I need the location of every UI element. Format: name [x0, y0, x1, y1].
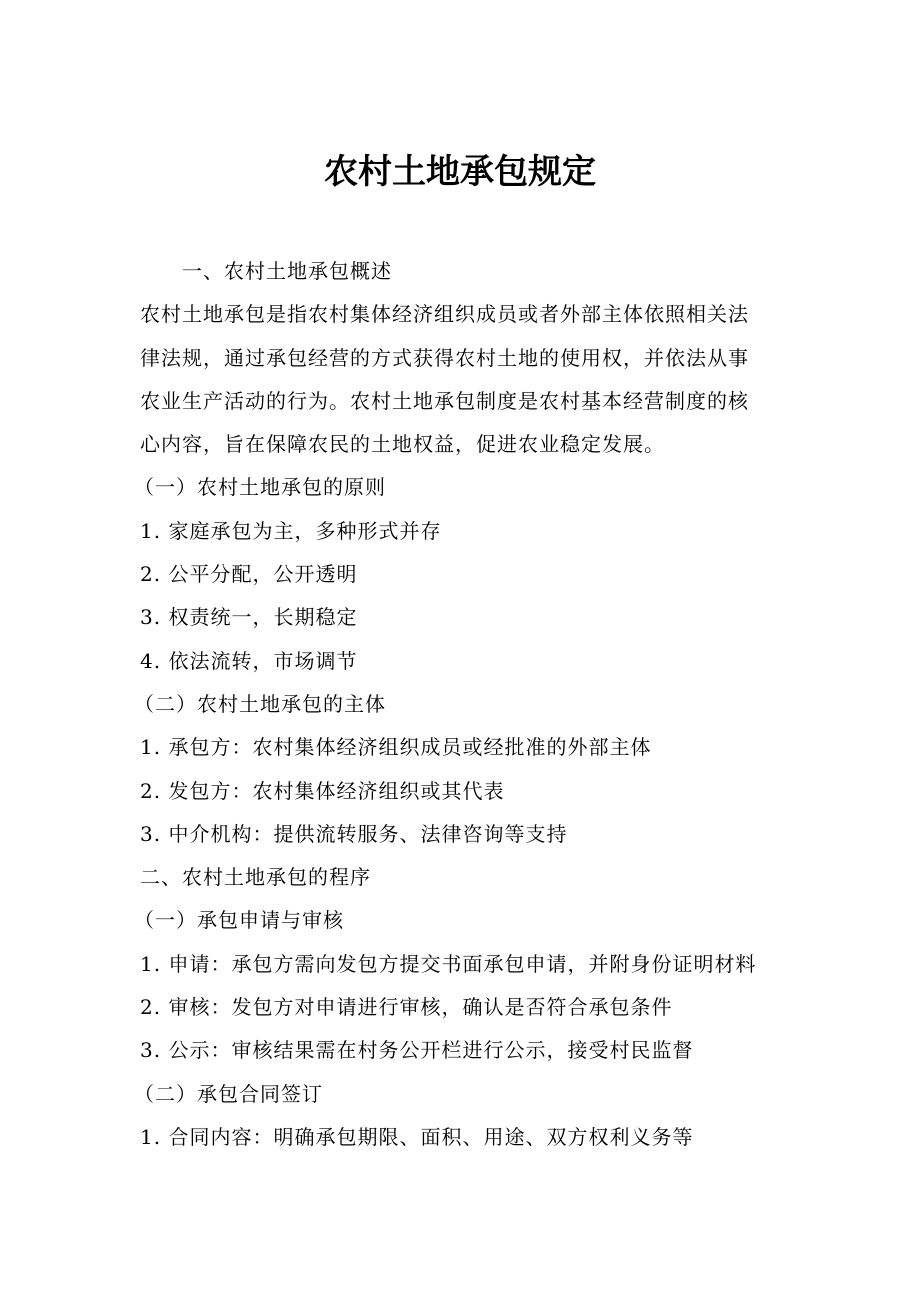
document-title: 农村土地承包规定 [324, 152, 596, 192]
list-item: 3. 公示：审核结果需在村务公开栏进行公示，接受村民监督 [140, 1038, 694, 1063]
section-heading: 一、农村土地承包概述 [182, 259, 392, 283]
paragraph-line: 农业生产活动的行为。农村土地承包制度是农村基本经营制度的核 [140, 388, 749, 413]
section-heading: 二、农村土地承包的程序 [140, 865, 371, 890]
list-item: 2. 审核：发包方对申请进行审核，确认是否符合承包条件 [140, 995, 673, 1020]
list-item: 1. 家庭承包为主，多种形式并存 [140, 518, 442, 543]
subsection-heading: （一）农村土地承包的原则 [134, 475, 386, 500]
list-item: 2. 发包方：农村集体经济组织或其代表 [140, 778, 505, 803]
paragraph-line: 律法规，通过承包经营的方式获得农村土地的使用权，并依法从事 [140, 345, 749, 370]
list-item: 1. 合同内容：明确承包期限、面积、用途、双方权利义务等 [140, 1124, 694, 1149]
paragraph-line: 农村土地承包是指农村集体经济组织成员或者外部主体依照相关法 [140, 302, 749, 327]
document-body [134, 250, 790, 1159]
list-item: 4. 依法流转，市场调节 [140, 648, 358, 673]
subsection-heading: （二）农村土地承包的主体 [134, 691, 386, 716]
paragraph-line: 心内容，旨在保障农民的土地权益，促进农业稳定发展。 [140, 432, 665, 457]
list-item: 3. 权责统一，长期稳定 [140, 605, 358, 630]
subsection-heading: （一）承包申请与审核 [134, 908, 344, 933]
list-item: 2. 公平分配，公开透明 [140, 562, 358, 587]
list-item: 3. 中介机构：提供流转服务、法律咨询等支持 [140, 821, 568, 846]
list-item: 1. 承包方：农村集体经济组织成员或经批准的外部主体 [140, 735, 652, 760]
list-item: 1. 申请：承包方需向发包方提交书面承包申请，并附身份证明材料 [140, 951, 757, 976]
subsection-heading: （二）承包合同签订 [134, 1081, 323, 1106]
